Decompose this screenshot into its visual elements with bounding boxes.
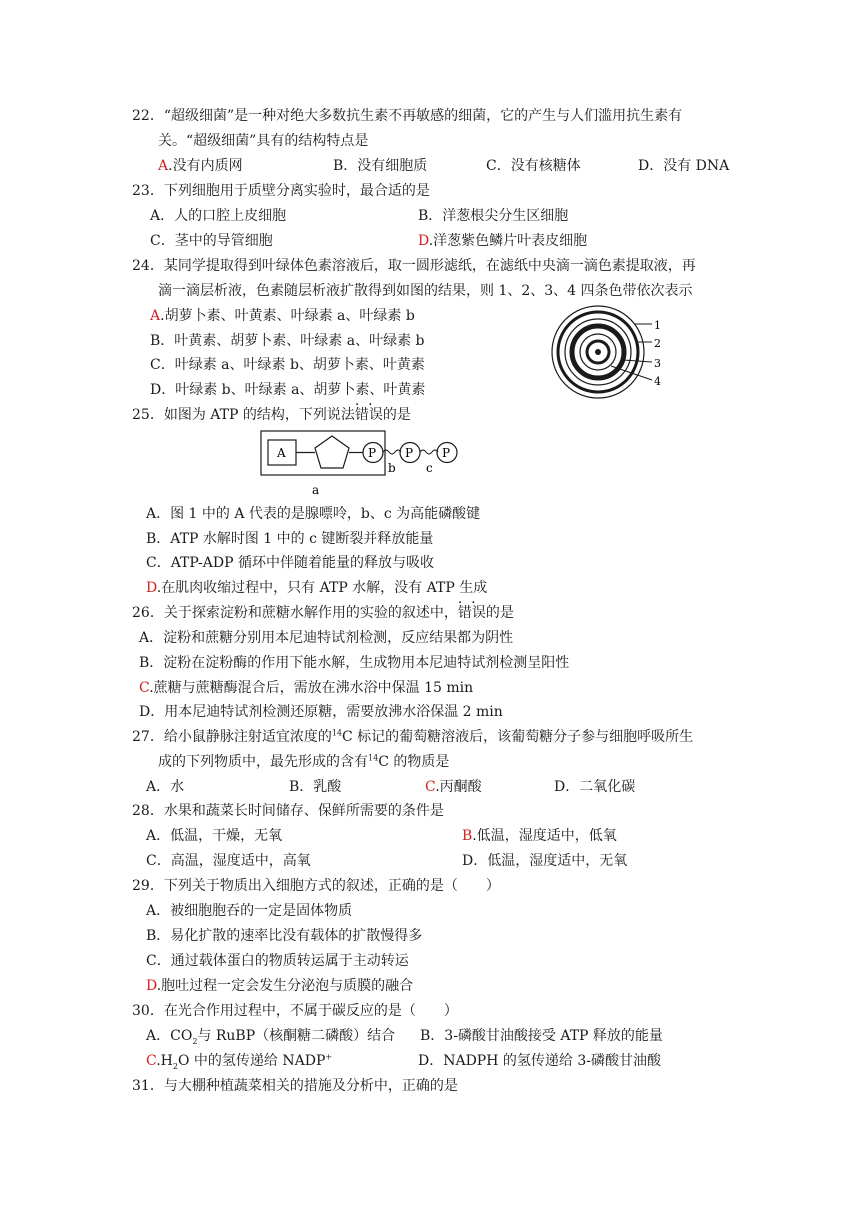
phosphate-3-label: P bbox=[442, 446, 451, 460]
q27-option-a: A．水 bbox=[146, 779, 185, 795]
q26-option-b: B．淀粉在淀粉酶的作用下能水解，生成物用本尼迪特试剂检测呈阳性 bbox=[139, 655, 570, 671]
q27-option-d: D．二氧化碳 bbox=[554, 779, 636, 795]
q22-option-b: B．没有细胞质 bbox=[333, 158, 428, 174]
q30-option-c: $C.H_2O$ 中的氢传递给 NADP+ bbox=[146, 1052, 333, 1071]
q23-option-d: D.洋葱紫色鳞片叶表皮细胞 bbox=[418, 233, 588, 249]
q22-stem-line2: 关。“超级细菌”具有的结构特点是 bbox=[158, 133, 369, 149]
q29-stem: 29．下列关于物质出入细胞方式的叙述，正确的是（ ） bbox=[132, 878, 500, 894]
q26-option-d: D．用本尼迪特试剂检测还原糖，需要放沸水浴保温 2 min bbox=[139, 704, 503, 720]
q22-option-c: C．没有核糖体 bbox=[486, 158, 581, 174]
emphasis-word: 错误 · · bbox=[458, 605, 486, 621]
q30-option-a: A．$CO_2$与 RuBP（核酮糖二磷酸）结合 bbox=[146, 1028, 396, 1046]
q28-stem: 28．水果和蔬菜长时间储存、保鲜所需要的条件是 bbox=[132, 803, 444, 819]
answer-mark: A bbox=[150, 308, 161, 324]
q22-option-d: D．没有 DNA bbox=[638, 158, 730, 174]
q24-option-d: D．叶绿素 b、叶绿素 a、胡萝卜素、叶黄素 bbox=[150, 382, 426, 398]
q25-option-d: D.在肌肉收缩过程中，只有 ATP 水解，没有 ATP 生成 bbox=[146, 580, 488, 596]
answer-mark: B bbox=[462, 828, 473, 844]
q30-option-d: D．NADPH 的氢传递给 3-磷酸甘油酸 bbox=[418, 1053, 661, 1069]
q28-option-d: D．低温，湿度适中，无氧 bbox=[462, 853, 628, 869]
ring-label-4: 4 bbox=[654, 375, 661, 388]
q23-stem: 23．下列细胞用于质壁分离实验时，最合适的是 bbox=[132, 183, 430, 199]
answer-mark: C bbox=[425, 779, 436, 795]
q24-option-c: C．叶绿素 a、叶绿素 b、胡萝卜素、叶黄素 bbox=[150, 357, 425, 373]
q27-stem-line1: 27．给小鼠静脉注射适宜浓度的$^{14}$C 标记的葡萄糖溶液后，该葡萄糖分子参与细胞呼吸所生 bbox=[132, 728, 694, 745]
q29-option-d: D.胞吐过程一定会发生分泌泡与质膜的融合 bbox=[146, 978, 414, 994]
q23-option-c: C．茎中的导管细胞 bbox=[150, 233, 273, 249]
q22-option-a: A.没有内质网 bbox=[158, 158, 243, 174]
q27-option-b: B．乳酸 bbox=[289, 779, 342, 795]
q23-option-b: B．洋葱根尖分生区细胞 bbox=[418, 208, 569, 224]
answer-mark: A bbox=[158, 158, 169, 174]
box-a-label: a bbox=[312, 483, 320, 496]
adenine-label: A bbox=[277, 446, 286, 460]
q26-stem: 26．关于探索淀粉和蔗糖水解作用的实验的叙述中，错误 · ·的是 bbox=[132, 604, 514, 622]
q25-option-a: A．图 1 中的 A 代表的是腺嘌呤，b、c 为高能磷酸键 bbox=[146, 506, 481, 522]
bond-c-label: c bbox=[426, 461, 433, 475]
q24-stem-line2: 滴一滴层析液，色素随层析液扩散得到如图的结果，则 1、2、3、4 四条色带依次表示 bbox=[158, 283, 693, 299]
q29-option-b: B．易化扩散的速率比没有载体的扩散慢得多 bbox=[146, 928, 423, 944]
ring-label-2: 2 bbox=[654, 337, 661, 350]
q26-option-c: C.蔗糖与蔗糖酶混合后，需放在沸水浴中保温 15 min bbox=[139, 680, 474, 696]
q24-option-b: B．叶黄素、胡萝卜素、叶绿素 a、叶绿素 b bbox=[150, 333, 425, 349]
q30-option-b: B．3-磷酸甘油酸接受 ATP 释放的能量 bbox=[420, 1028, 663, 1044]
q30-stem: 30．在光合作用过程中，不属于碳反应的是（ ） bbox=[132, 1003, 458, 1019]
answer-mark: C bbox=[139, 680, 150, 696]
q28-option-a: A．低温，干燥，无氧 bbox=[146, 828, 283, 844]
atp-structure-diagram bbox=[255, 426, 475, 496]
answer-mark: D bbox=[418, 233, 429, 249]
q31-stem: 31．与大棚种植蔬菜相关的措施及分析中，正确的是 bbox=[132, 1078, 458, 1094]
q25-option-b: B．ATP 水解时图 1 中的 c 键断裂并释放能量 bbox=[146, 531, 434, 547]
phosphate-1-label: P bbox=[368, 446, 377, 460]
answer-mark: D bbox=[146, 580, 157, 596]
ring-label-1: 1 bbox=[654, 319, 661, 332]
answer-mark: C bbox=[146, 1053, 157, 1069]
phosphate-2-label: P bbox=[405, 446, 414, 460]
q27-option-c: C.丙酮酸 bbox=[425, 779, 482, 795]
emphasis-word: 错误 · · bbox=[355, 407, 383, 423]
q29-option-a: A．被细胞胞吞的一定是固体物质 bbox=[146, 903, 353, 919]
q29-option-c: C．通过载体蛋白的物质转运属于主动转运 bbox=[146, 953, 409, 969]
q23-option-a: A．人的口腔上皮细胞 bbox=[150, 208, 287, 224]
ring-label-3: 3 bbox=[654, 357, 661, 370]
q24-stem-line1: 24．某同学提取得到叶绿体色素溶液后，取一圆形滤纸，在滤纸中央滴一滴色素提取液，再 bbox=[132, 258, 696, 274]
q24-option-a: A.胡萝卜素、叶黄素、叶绿素 a、叶绿素 b bbox=[150, 308, 415, 324]
q22-stem-line1: 22．“超级细菌”是一种对绝大多数抗生素不再敏感的细菌，它的产生与人们滥用抗生素有 bbox=[132, 108, 683, 124]
answer-mark: D bbox=[146, 978, 157, 994]
q28-option-b: B.低温，湿度适中，低氧 bbox=[462, 828, 617, 844]
q27-stem-line2: 成的下列物质中，最先形成的含有$^{14}$C 的物质是 bbox=[158, 753, 450, 770]
q25-stem: 25．如图为 ATP 的结构，下列说法错误 · ·的是 bbox=[132, 406, 411, 424]
q25-option-c: C．ATP-ADP 循环中伴随着能量的释放与吸收 bbox=[146, 555, 434, 571]
chromatography-rings-figure bbox=[548, 302, 678, 402]
q28-option-c: C．高温，湿度适中，高氧 bbox=[146, 853, 311, 869]
bond-b-label: b bbox=[388, 461, 396, 475]
q26-option-a: A．淀粉和蔗糖分别用本尼迪特试剂检测，反应结果都为阴性 bbox=[139, 630, 514, 646]
